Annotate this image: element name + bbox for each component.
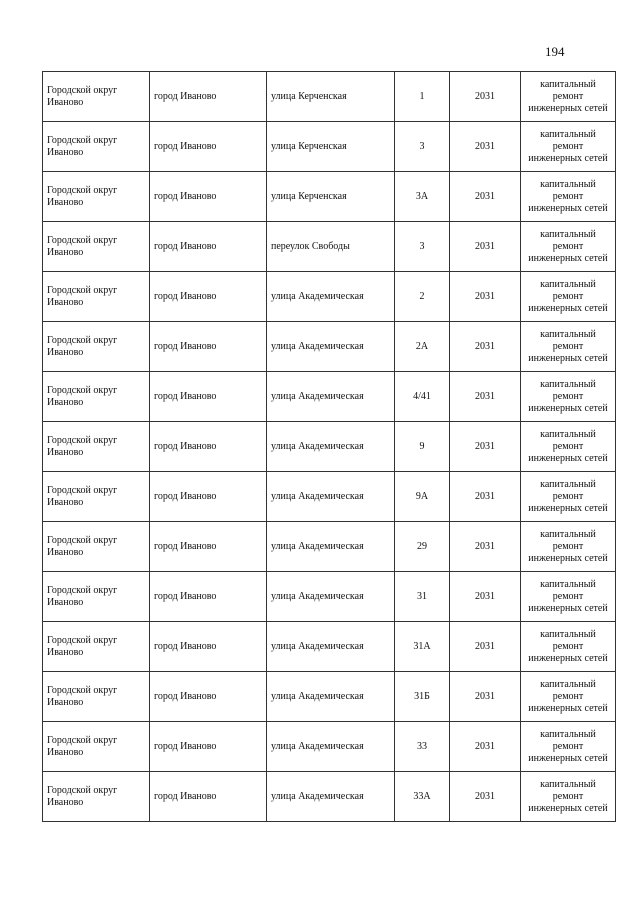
repair-year-cell: 2031 — [450, 672, 521, 722]
house-number-cell: 4/41 — [395, 372, 450, 422]
city-cell: город Иваново — [150, 572, 267, 622]
house-number-cell: 2 — [395, 272, 450, 322]
table-row — [43, 322, 616, 372]
street-cell: улица Академическая — [267, 372, 395, 422]
table-row — [43, 372, 616, 422]
street-cell: улица Академическая — [267, 772, 395, 822]
house-number-cell: 31Б — [395, 672, 450, 722]
work-type-cell: капитальный ремонт инженерных сетей — [521, 772, 616, 822]
table-row — [43, 222, 616, 272]
work-type-cell: капитальный ремонт инженерных сетей — [521, 522, 616, 572]
repair-year-cell: 2031 — [450, 372, 521, 422]
municipal-district-cell: Городской округ Иваново — [43, 72, 150, 122]
repair-year-cell: 2031 — [450, 772, 521, 822]
city-cell: город Иваново — [150, 372, 267, 422]
municipal-district-cell: Городской округ Иваново — [43, 222, 150, 272]
city-cell: город Иваново — [150, 172, 267, 222]
street-cell: улица Академическая — [267, 522, 395, 572]
work-type-cell: капитальный ремонт инженерных сетей — [521, 622, 616, 672]
municipal-district-cell: Городской округ Иваново — [43, 272, 150, 322]
street-cell: улица Академическая — [267, 422, 395, 472]
house-number-cell: 33А — [395, 772, 450, 822]
table-body — [43, 72, 616, 822]
street-cell: улица Керченская — [267, 72, 395, 122]
house-number-cell: 3А — [395, 172, 450, 222]
work-type-cell: капитальный ремонт инженерных сетей — [521, 372, 616, 422]
street-cell: улица Академическая — [267, 622, 395, 672]
table-row — [43, 572, 616, 622]
city-cell: город Иваново — [150, 322, 267, 372]
house-number-cell: 31 — [395, 572, 450, 622]
repair-year-cell: 2031 — [450, 572, 521, 622]
work-type-cell: капитальный ремонт инженерных сетей — [521, 672, 616, 722]
work-type-cell: капитальный ремонт инженерных сетей — [521, 172, 616, 222]
municipal-district-cell: Городской округ Иваново — [43, 622, 150, 672]
repair-year-cell: 2031 — [450, 172, 521, 222]
work-type-cell: капитальный ремонт инженерных сетей — [521, 72, 616, 122]
work-type-cell: капитальный ремонт инженерных сетей — [521, 472, 616, 522]
street-cell: улица Академическая — [267, 572, 395, 622]
city-cell: город Иваново — [150, 722, 267, 772]
municipal-district-cell: Городской округ Иваново — [43, 172, 150, 222]
repair-year-cell: 2031 — [450, 272, 521, 322]
house-number-cell: 1 — [395, 72, 450, 122]
municipal-district-cell: Городской округ Иваново — [43, 422, 150, 472]
house-number-cell: 9 — [395, 422, 450, 472]
work-type-cell: капитальный ремонт инженерных сетей — [521, 122, 616, 172]
work-type-cell: капитальный ремонт инженерных сетей — [521, 272, 616, 322]
city-cell: город Иваново — [150, 422, 267, 472]
city-cell: город Иваново — [150, 772, 267, 822]
repair-schedule-table — [42, 71, 616, 822]
repair-year-cell: 2031 — [450, 472, 521, 522]
page-number: 194 — [545, 44, 565, 59]
repair-year-cell: 2031 — [450, 122, 521, 172]
work-type-cell: капитальный ремонт инженерных сетей — [521, 322, 616, 372]
table-row — [43, 672, 616, 722]
municipal-district-cell: Городской округ Иваново — [43, 672, 150, 722]
street-cell: улица Академическая — [267, 322, 395, 372]
city-cell: город Иваново — [150, 622, 267, 672]
table-row — [43, 472, 616, 522]
street-cell: улица Академическая — [267, 472, 395, 522]
municipal-district-cell: Городской округ Иваново — [43, 722, 150, 772]
repair-year-cell: 2031 — [450, 622, 521, 672]
table-row — [43, 122, 616, 172]
repair-year-cell: 2031 — [450, 322, 521, 372]
work-type-cell: капитальный ремонт инженерных сетей — [521, 722, 616, 772]
city-cell: город Иваново — [150, 122, 267, 172]
city-cell: город Иваново — [150, 522, 267, 572]
repair-year-cell: 2031 — [450, 722, 521, 772]
street-cell: улица Академическая — [267, 722, 395, 772]
house-number-cell: 29 — [395, 522, 450, 572]
house-number-cell: 33 — [395, 722, 450, 772]
repair-year-cell: 2031 — [450, 522, 521, 572]
municipal-district-cell: Городской округ Иваново — [43, 572, 150, 622]
street-cell: улица Академическая — [267, 272, 395, 322]
house-number-cell: 31А — [395, 622, 450, 672]
table-row — [43, 72, 616, 122]
table-row — [43, 272, 616, 322]
table-row — [43, 622, 616, 672]
repair-year-cell: 2031 — [450, 72, 521, 122]
table-row — [43, 172, 616, 222]
house-number-cell: 3 — [395, 222, 450, 272]
city-cell: город Иваново — [150, 72, 267, 122]
city-cell: город Иваново — [150, 272, 267, 322]
repair-year-cell: 2031 — [450, 222, 521, 272]
table-row — [43, 422, 616, 472]
municipal-district-cell: Городской округ Иваново — [43, 322, 150, 372]
work-type-cell: капитальный ремонт инженерных сетей — [521, 422, 616, 472]
street-cell: улица Керченская — [267, 172, 395, 222]
repair-year-cell: 2031 — [450, 422, 521, 472]
municipal-district-cell: Городской округ Иваново — [43, 772, 150, 822]
house-number-cell: 9А — [395, 472, 450, 522]
municipal-district-cell: Городской округ Иваново — [43, 122, 150, 172]
house-number-cell: 3 — [395, 122, 450, 172]
municipal-district-cell: Городской округ Иваново — [43, 522, 150, 572]
municipal-district-cell: Городской округ Иваново — [43, 472, 150, 522]
table-row — [43, 522, 616, 572]
city-cell: город Иваново — [150, 672, 267, 722]
work-type-cell: капитальный ремонт инженерных сетей — [521, 572, 616, 622]
city-cell: город Иваново — [150, 472, 267, 522]
house-number-cell: 2А — [395, 322, 450, 372]
street-cell: переулок Свободы — [267, 222, 395, 272]
work-type-cell: капитальный ремонт инженерных сетей — [521, 222, 616, 272]
city-cell: город Иваново — [150, 222, 267, 272]
table-row — [43, 772, 616, 822]
municipal-district-cell: Городской округ Иваново — [43, 372, 150, 422]
street-cell: улица Академическая — [267, 672, 395, 722]
table-row — [43, 722, 616, 772]
street-cell: улица Керченская — [267, 122, 395, 172]
